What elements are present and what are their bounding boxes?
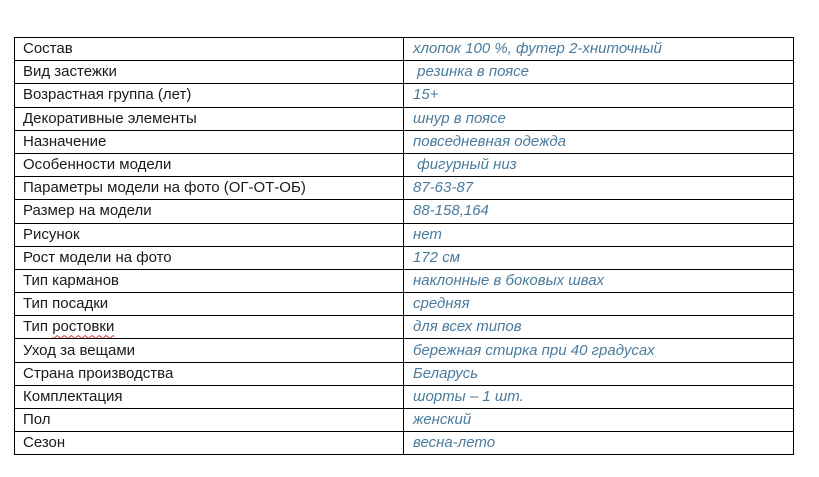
spec-value: бережная стирка при 40 градусах: [404, 339, 794, 362]
table-row: [15, 339, 794, 362]
product-spec-table: [14, 37, 794, 455]
spec-label: [15, 316, 404, 339]
spec-label: Тип посадки: [15, 293, 404, 316]
spec-value: фигурный низ: [404, 153, 794, 176]
spec-label: Рисунок: [15, 223, 404, 246]
spec-label: Вид застежки: [15, 61, 404, 84]
spec-value: шнур в поясе: [404, 107, 794, 130]
spec-table-body: [15, 38, 794, 455]
table-row: [15, 130, 794, 153]
spec-value: повседневная одежда: [404, 130, 794, 153]
spec-value: 172 см: [404, 246, 794, 269]
table-row: [15, 153, 794, 176]
table-row: [15, 409, 794, 432]
table-row: [15, 385, 794, 408]
spec-label: Сезон: [15, 432, 404, 455]
table-row: [15, 177, 794, 200]
table-row: [15, 84, 794, 107]
spellcheck-flagged-word: ростовки: [52, 318, 115, 336]
spec-value: женский: [404, 409, 794, 432]
spec-label: Страна производства: [15, 362, 404, 385]
spec-value: наклонные в боковых швах: [404, 269, 794, 292]
spec-label: Уход за вещами: [15, 339, 404, 362]
spec-label: Рост модели на фото: [15, 246, 404, 269]
spec-label: Декоративные элементы: [15, 107, 404, 130]
spec-label: Особенности модели: [15, 153, 404, 176]
spec-value: средняя: [404, 293, 794, 316]
table-row: [15, 432, 794, 455]
table-row: [15, 293, 794, 316]
table-row: [15, 38, 794, 61]
table-row: [15, 316, 794, 339]
spec-value: 15+: [404, 84, 794, 107]
spec-value: для всех типов: [404, 316, 794, 339]
spec-label-prefix: Тип: [23, 318, 53, 336]
spec-value: весна-лето: [404, 432, 794, 455]
spec-label: Назначение: [15, 130, 404, 153]
spec-label: Состав: [15, 38, 404, 61]
spec-label: Тип карманов: [15, 269, 404, 292]
table-row: [15, 362, 794, 385]
spec-label: Размер на модели: [15, 200, 404, 223]
spec-label: Возрастная группа (лет): [15, 84, 404, 107]
table-row: [15, 200, 794, 223]
table-row: [15, 61, 794, 84]
spec-value: шорты – 1 шт.: [404, 385, 794, 408]
spec-value: хлопок 100 %, футер 2-хниточный: [404, 38, 794, 61]
spec-label: Комплектация: [15, 385, 404, 408]
table-row: [15, 107, 794, 130]
spec-label: Пол: [15, 409, 404, 432]
spec-label: Параметры модели на фото (ОГ-ОТ-ОБ): [15, 177, 404, 200]
table-row: [15, 246, 794, 269]
spec-value: резинка в поясе: [404, 61, 794, 84]
spec-value: 88-158,164: [404, 200, 794, 223]
table-row: [15, 269, 794, 292]
spec-value: 87-63-87: [404, 177, 794, 200]
spec-value: нет: [404, 223, 794, 246]
spec-value: Беларусь: [404, 362, 794, 385]
table-row: [15, 223, 794, 246]
